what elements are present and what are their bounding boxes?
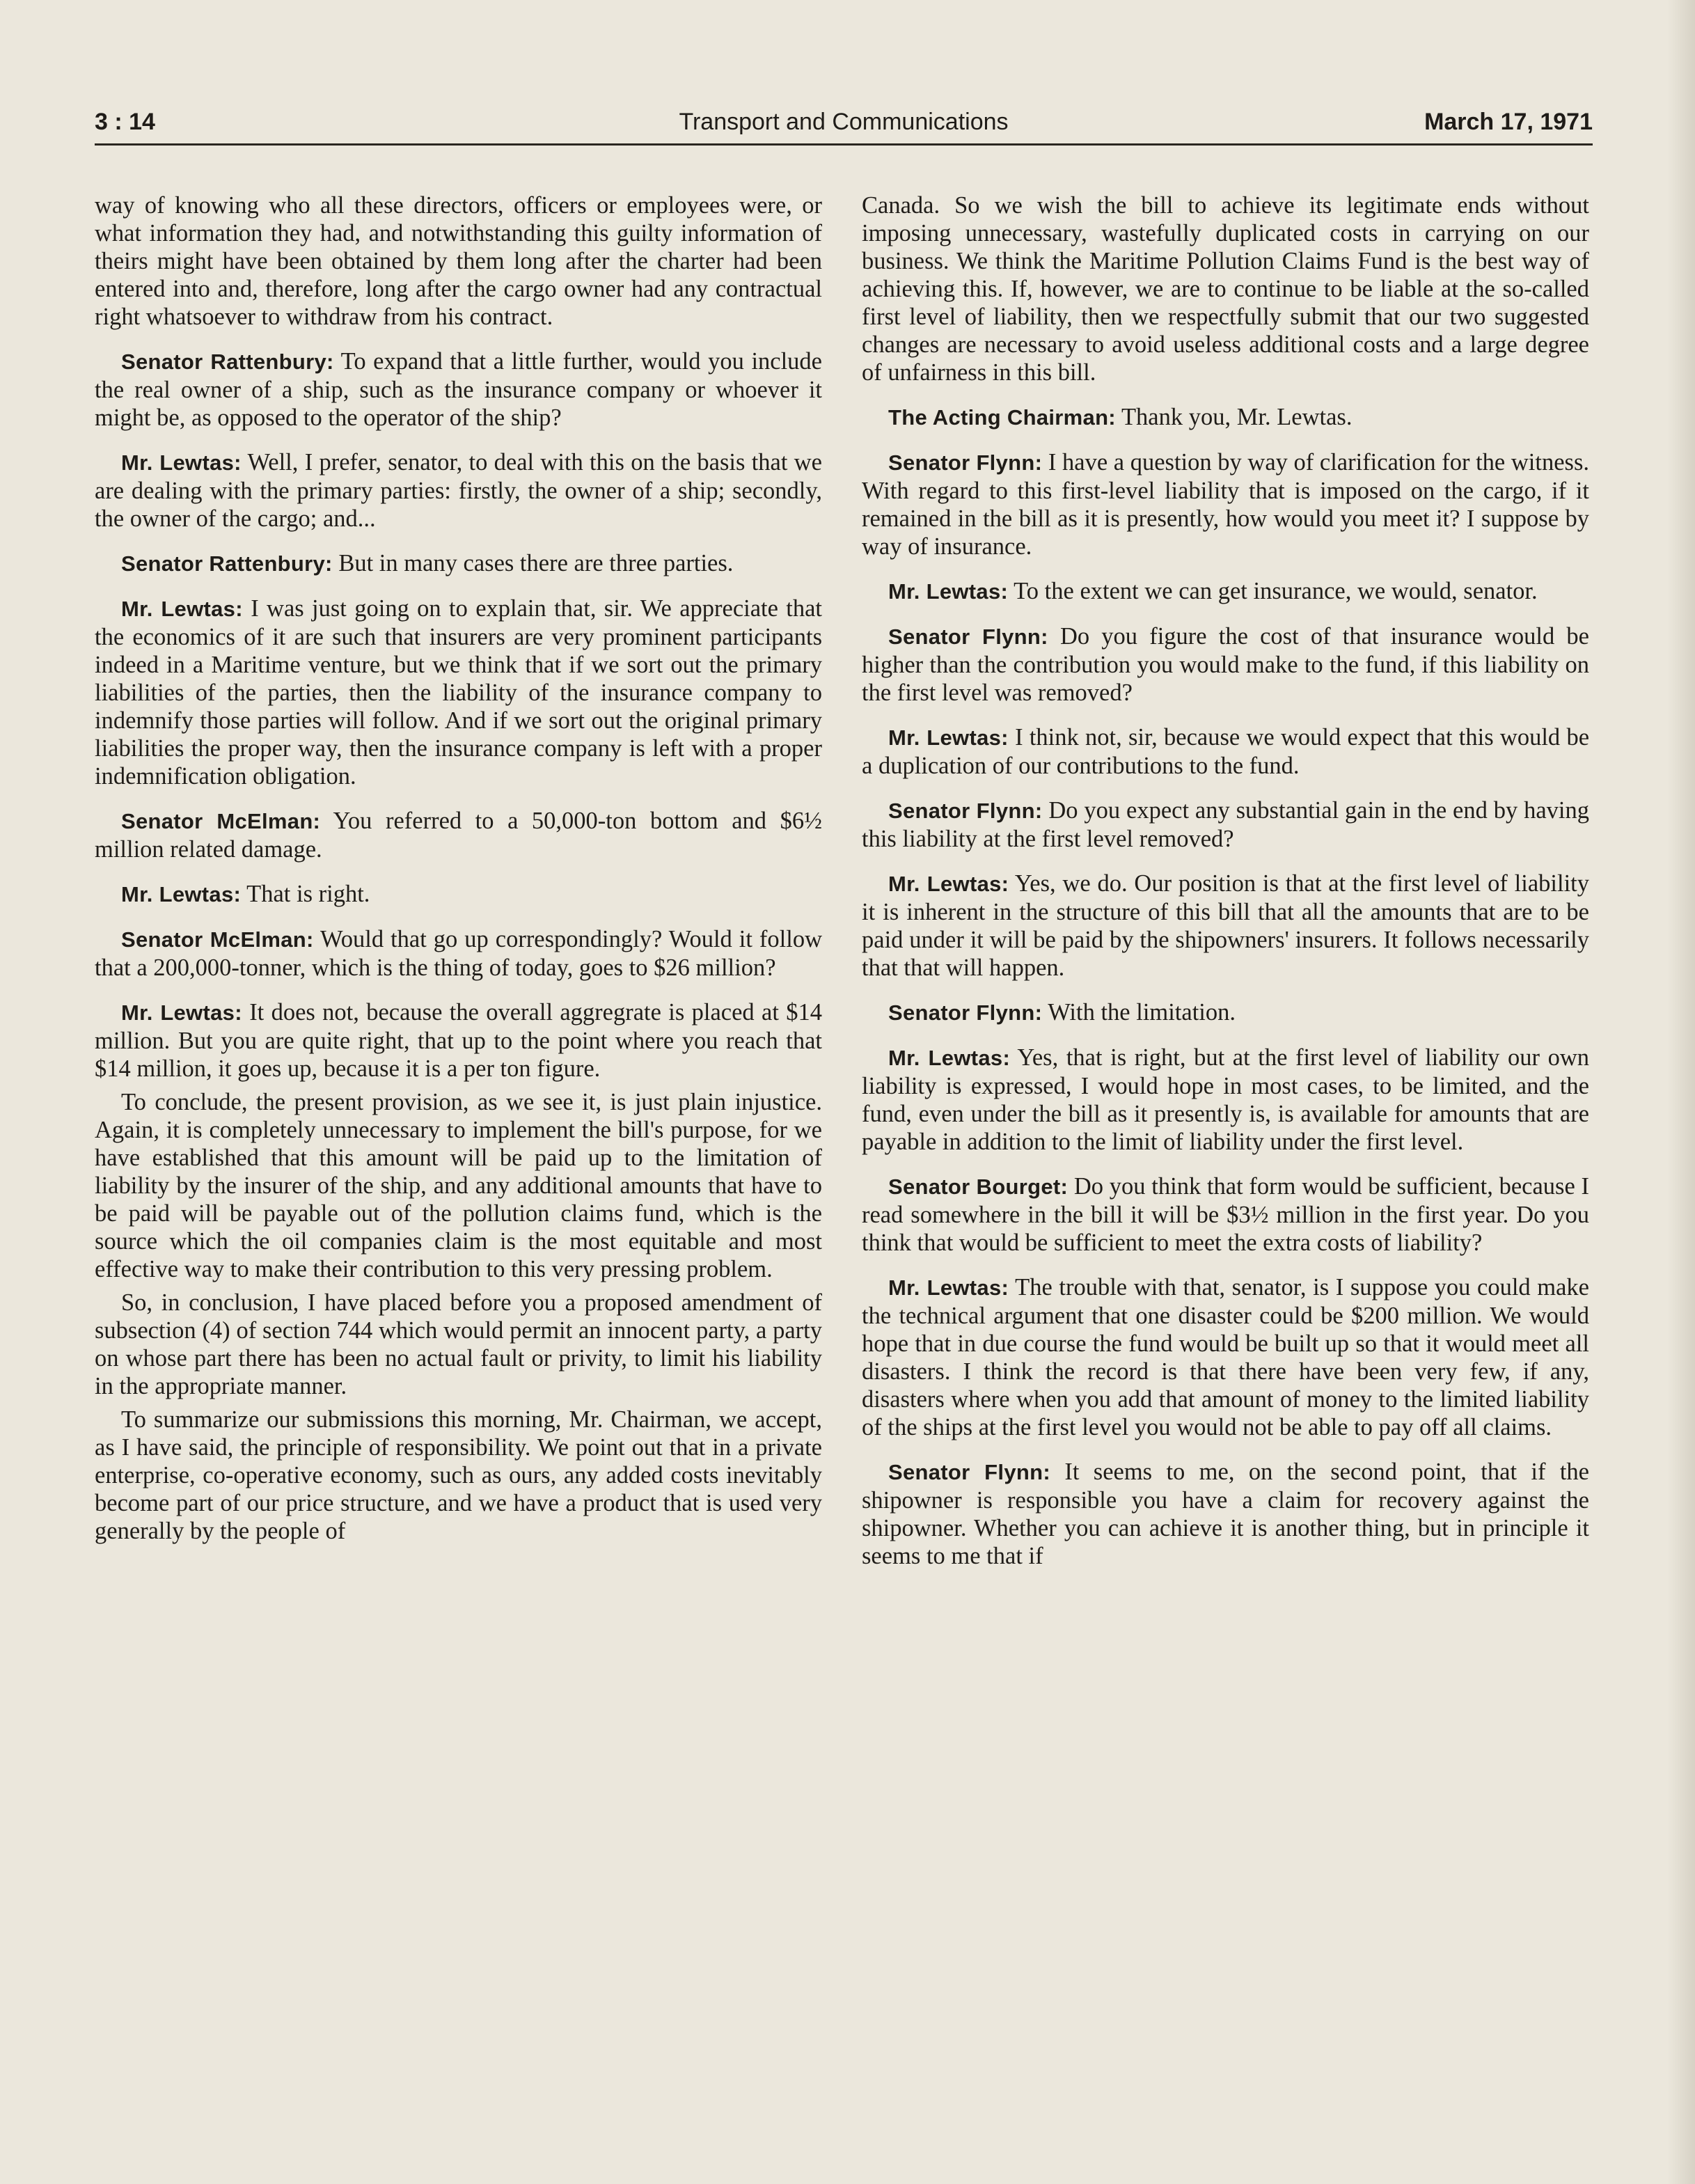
page-header [95, 106, 1593, 146]
paragraph-text: Yes, that is right, but at the first level of liability our own liability is expressed, I would hope in most cases, to be limited, and the fund, even under the bill as it presently is, is available for amounts that are payable in addition to the limit of liability under the first level. [862, 1044, 1589, 1155]
speaker-name: Senator Bourget: [888, 1175, 1069, 1199]
paragraph-text: With the limitation. [1048, 999, 1236, 1026]
paragraph [95, 347, 822, 432]
paragraph [862, 403, 1589, 432]
speaker-name: Mr. Lewtas: [888, 872, 1009, 896]
publication-title: Transport and Communications [679, 109, 1009, 135]
paragraph-text: Do you figure the cost of that insurance would be higher than the contribution you would make to the fund, if this liability on the first level was removed? [862, 623, 1589, 706]
speaker-name: Senator Rattenbury: [121, 551, 333, 576]
speaker-name: The Acting Chairman: [888, 405, 1116, 430]
paragraph-text: Canada. So we wish the bill to achieve its legitimate ends without imposing unnecessary, wastefully duplicated costs in carrying on our business. We think the Maritime Pollution Claims Fund is the best way of achieving this. If, however, we are to continue to be liable at the so-called first level of liability, then we respectfully submit that our two suggested changes are necessary to avoid useless additional costs and a large degree of unfairness in this bill. [862, 192, 1589, 386]
speaker-name: Mr. Lewtas: [888, 1275, 1009, 1300]
speaker-name: Mr. Lewtas: [888, 579, 1009, 604]
paragraph [95, 807, 822, 863]
paragraph-text: Do you think that form would be sufficient, because I read somewhere in the bill it will be $3½ million in the first year. Do you think that would be sufficient to meet the extra costs of liability? [862, 1173, 1589, 1256]
paragraph [862, 723, 1589, 780]
paragraph [95, 448, 822, 533]
paragraph [95, 549, 822, 578]
paragraph [95, 880, 822, 909]
paragraph-text: To summarize our submissions this morning, Mr. Chairman, we accept, as I have said, the principle of responsibility. We point out that in a private enterprise, co-operative economy, such as ours, any added costs inevitably become part of our price structure, and we have a product that is used very generally by the people of [95, 1406, 822, 1544]
paragraph-text: You referred to a 50,000-ton bottom and $6½ million related damage. [95, 808, 822, 863]
speaker-name: Mr. Lewtas: [121, 1000, 242, 1025]
paragraph-text: But in many cases there are three parties. [338, 550, 734, 576]
paragraph-text: So, in conclusion, I have placed before you a proposed amendment of subsection (4) of section 744 which would permit an innocent party, a party on whose part there has been no actual fault or privity, to limit his liability in the appropriate manner. [95, 1289, 822, 1399]
paragraph [95, 191, 822, 331]
paragraph-text: way of knowing who all these directors, officers or employees were, or what information they had, and notwithstanding this guilty information of theirs might have been obtained by them long after the charter had been entered into and, therefore, long after the cargo owner had any contractual right whatsoever to withdraw from his contract. [95, 192, 822, 330]
speaker-name: Senator Flynn: [888, 1460, 1050, 1484]
paragraph [862, 448, 1589, 560]
speaker-name: Mr. Lewtas: [888, 1046, 1011, 1070]
paragraph [862, 622, 1589, 707]
right-column [862, 191, 1589, 1587]
paragraph [95, 1088, 822, 1283]
page-number: 3 : 14 [95, 109, 155, 135]
speaker-name: Mr. Lewtas: [888, 725, 1009, 750]
paragraph [95, 595, 822, 790]
paragraph [862, 577, 1589, 606]
speaker-name: Mr. Lewtas: [121, 882, 242, 906]
paragraph-text: Would that go up correspondingly? Would it follow that a 200,000-tonner, which is the thing of today, goes to $26 million? [95, 926, 822, 981]
paragraph-text: Thank you, Mr. Lewtas. [1121, 404, 1353, 430]
speaker-name: Senator Flynn: [888, 450, 1043, 475]
speaker-name: Senator Flynn: [888, 1000, 1043, 1025]
paragraph [862, 1273, 1589, 1441]
speaker-name: Senator Rattenbury: [121, 349, 334, 374]
paragraph-text: Well, I prefer, senator, to deal with this on the basis that we are dealing with the primary parties: firstly, the owner of a ship; secondly, the owner of the cargo; and... [95, 449, 822, 532]
paragraph [862, 1172, 1589, 1257]
speaker-name: Senator McElman: [121, 927, 314, 952]
paragraph [862, 796, 1589, 853]
speaker-name: Senator Flynn: [888, 799, 1043, 823]
paragraph-text: To expand that a little further, would you include the real owner of a ship, such as the insurance company or whoever it might be, as opposed to the operator of the ship? [95, 348, 822, 431]
paragraph-text: The trouble with that, senator, is I suppose you could make the technical argument that one disaster could be $200 million. We would hope that in due course the fund would be built up so that it would meet all disasters. I think the record is that there have been very few, if any, disasters where when you add that amount of money to the limited liability of the ships at the first level you would not be able to pay off all claims. [862, 1274, 1589, 1440]
paragraph-text: That is right. [246, 881, 370, 907]
paragraph-text: Do you expect any substantial gain in the end by having this liability at the first level removed? [862, 797, 1589, 852]
paragraph-text: It does not, because the overall aggregrate is placed at $14 million. But you are quite right, that up to the point where you reach that $14 million, it goes up, because it is a per ton figure. [95, 999, 822, 1082]
speaker-name: Mr. Lewtas: [121, 597, 243, 621]
speaker-name: Senator Flynn: [888, 624, 1048, 649]
paragraph [95, 998, 822, 1083]
paragraph [862, 1044, 1589, 1156]
paragraph-text: Yes, we do. Our position is that at the first level of liability it is inherent in the structure of this bill that all the amounts that are to be paid under it will be paid by the shipowners' insurers. It follows necessarily that that will happen. [862, 870, 1589, 981]
paragraph [862, 1458, 1589, 1570]
speaker-name: Mr. Lewtas: [121, 450, 242, 475]
paragraph-text: It seems to me, on the second point, that if the shipowner is responsible you have a claim for recovery against the shipowner. Whether you can achieve it is another thing, but in principle it seems to me that if [862, 1459, 1589, 1569]
paragraph [95, 925, 822, 982]
left-column [95, 191, 822, 1550]
paragraph-text: I have a question by way of clarification for the witness. With regard to this first-level liability that is imposed on the cargo, if it remained in the bill as it is presently, how would you meet it? I suppose by way of insurance. [862, 449, 1589, 560]
page-date: March 17, 1971 [1424, 109, 1593, 135]
paragraph [862, 998, 1589, 1027]
paragraph-text: To conclude, the present provision, as we see it, is just plain injustice. Again, it is completely unnecessary to implement the bill's purpose, for we have established that this amount will be paid up to the limitation of liability by the insurer of the ship, and any additional amounts that have to be paid will be payable out of the pollution claims fund, which is the source which the oil companies claim is the most equitable and most effective way to make their contribution to this very pressing problem. [95, 1089, 822, 1282]
paragraph [862, 191, 1589, 386]
paragraph [862, 870, 1589, 982]
paragraph-text: I think not, sir, because we would expect that this would be a duplication of our contributions to the fund. [862, 724, 1590, 779]
paragraph-text: To the extent we can get insurance, we would, senator. [1014, 578, 1538, 604]
paragraph-text: I was just going on to explain that, sir. We appreciate that the economics of it are such that insurers are very prominent participants indeed in a Maritime venture, but we think that if we sort out the primary liabilities of the parties, then the liability of the insurance company to indemnify those parties will follow. And if we sort out the original primary liabilities the proper way, then the insurance company is left with a proper indemnification obligation. [95, 595, 823, 789]
speaker-name: Senator McElman: [121, 809, 321, 833]
paragraph [95, 1289, 822, 1400]
page-edge-shadow [1667, 0, 1695, 2184]
paragraph [95, 1406, 822, 1545]
